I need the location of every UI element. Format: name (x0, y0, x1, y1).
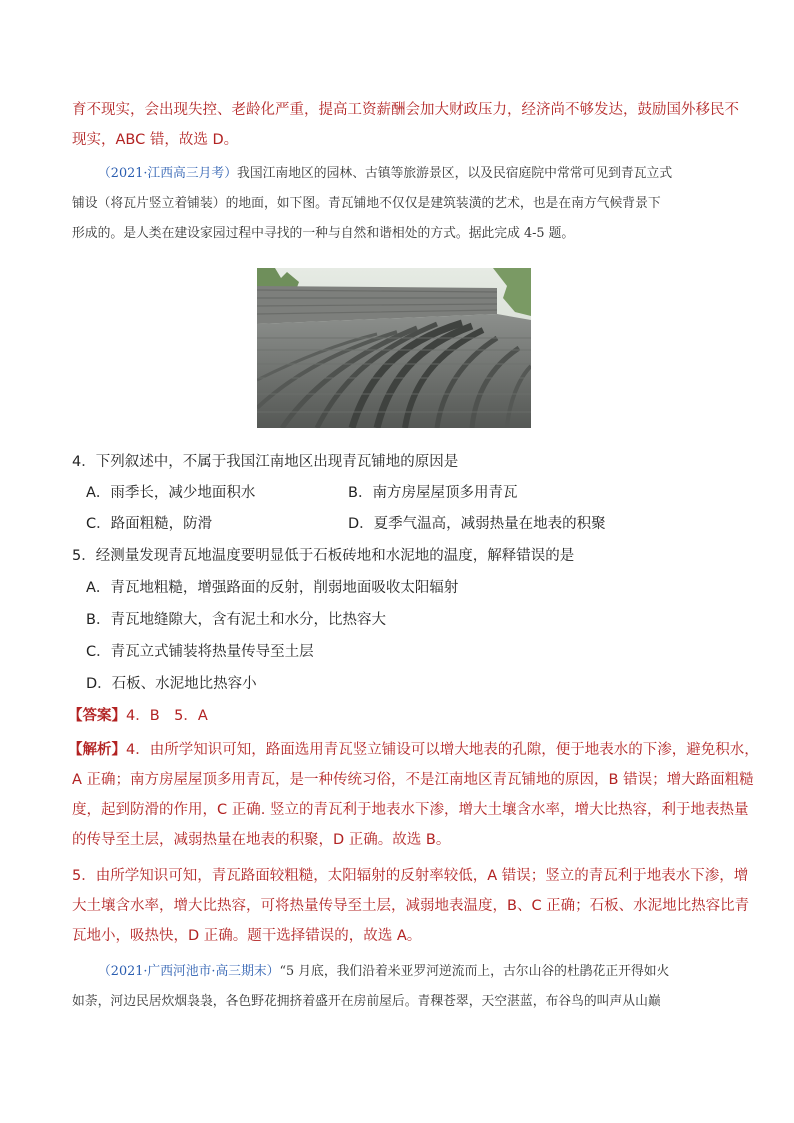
answer-value: 4．B 5．A (126, 708, 208, 724)
question-4-stem: 4．下列叙述中，不属于我国江南地区出现青瓦铺地的原因是 (72, 454, 459, 470)
question-4-option-b: B．南方房屋屋顶多用青瓦 (348, 485, 518, 501)
stem-2-line-2: 如荼，河边民居炊烟袅袅，各色野花拥挤着盛开在房前屋后。青稞苍翠，天空湛蓝，布谷鸟的叫声从山巅 (72, 994, 661, 1009)
analysis-line-2: A 正确；南方房屋屋顶多用青瓦，是一种传统习俗，不是江南地区青瓦铺地的原因，B 错误；增大路面粗糙 (72, 772, 754, 788)
analysis-line-3: 度，起到防滑的作用，C 正确. 竖立的青瓦利于地表水下渗，增大土壤含水率，增大比热容，利于地表热量 (72, 802, 749, 818)
green-tile-paving-photo (257, 268, 531, 428)
question-5-option-d: D．石板、水泥地比热容小 (86, 676, 257, 692)
stem-1-line-2: 铺设（将瓦片竖立着铺装）的地面，如下图。青瓦铺地不仅仅是建筑装潢的艺术，也是在南方气候背景下 (72, 196, 661, 211)
analysis-line-5: 5．由所学知识可知，青瓦路面较粗糙，太阳辐射的反射率较低，A 错误；竖立的青瓦利于地表水下渗，增 (72, 868, 749, 884)
question-5-option-a: A．青瓦地粗糙，增强路面的反射，削弱地面吸收太阳辐射 (86, 580, 459, 596)
question-4-option-d: D．夏季气温高，减弱热量在地表的积聚 (348, 516, 606, 532)
stem-1-line-1-text: 我国江南地区的园林、古镇等旅游景区，以及民宿庭院中常常可见到青瓦立式 (237, 166, 673, 181)
question-5-option-c: C．青瓦立式铺装将热量传导至土层 (86, 644, 314, 660)
analysis-line-7: 瓦地小，吸热快，D 正确。题干选择错误的，故选 A。 (72, 928, 422, 944)
stem-2-line-1-text: “5 月底，我们沿着米亚罗河逆流而上，古尔山谷的杜鹃花正开得如火 (279, 964, 670, 979)
stem-2-source: （2021·广西河池市·高三期末） (98, 964, 280, 979)
stem-1-source: （2021·江西高三月考） (98, 166, 238, 181)
answer-line (68, 706, 208, 726)
analysis-line-4: 的传导至土层，减弱热量在地表的积聚，D 正确。故选 B。 (72, 832, 451, 848)
analysis-line-1 (68, 740, 759, 760)
stem-1-line-1 (98, 164, 672, 184)
analysis-line-6: 大土壤含水率，增大比热容，可将热量传导至土层，减弱地表温度，B、C 正确；石板、水泥地比热容比青 (72, 898, 750, 914)
answer-tag: 【答案】 (68, 708, 126, 724)
stem-2-line-1 (98, 962, 669, 982)
question-4-option-a: A．雨季长，减少地面积水 (86, 485, 256, 501)
question-4-option-c: C．路面粗糙，防滑 (86, 516, 213, 532)
prev-explanation-line-2: 现实，ABC 错，故选 D。 (72, 132, 239, 148)
stem-1-line-3: 形成的。是人类在建设家园过程中寻找的一种与自然和谐相处的方式。据此完成 4-5 题。 (72, 226, 575, 241)
analysis-tag: 【解析】 (68, 742, 126, 758)
question-5-option-b: B．青瓦地缝隙大，含有泥土和水分，比热容大 (86, 612, 386, 628)
analysis-line-1-text: 4．由所学知识可知，路面选用青瓦竖立铺设可以增大地表的孔隙，便于地表水的下渗，避免积水， (126, 742, 759, 758)
prev-explanation-line-1: 育不现实，会出现失控、老龄化严重，提高工资薪酬会加大财政压力，经济尚不够发达，鼓励国外移民不 (72, 102, 739, 118)
question-5-stem: 5．经测量发现青瓦地温度要明显低于石板砖地和水泥地的温度，解释错误的是 (72, 548, 575, 564)
